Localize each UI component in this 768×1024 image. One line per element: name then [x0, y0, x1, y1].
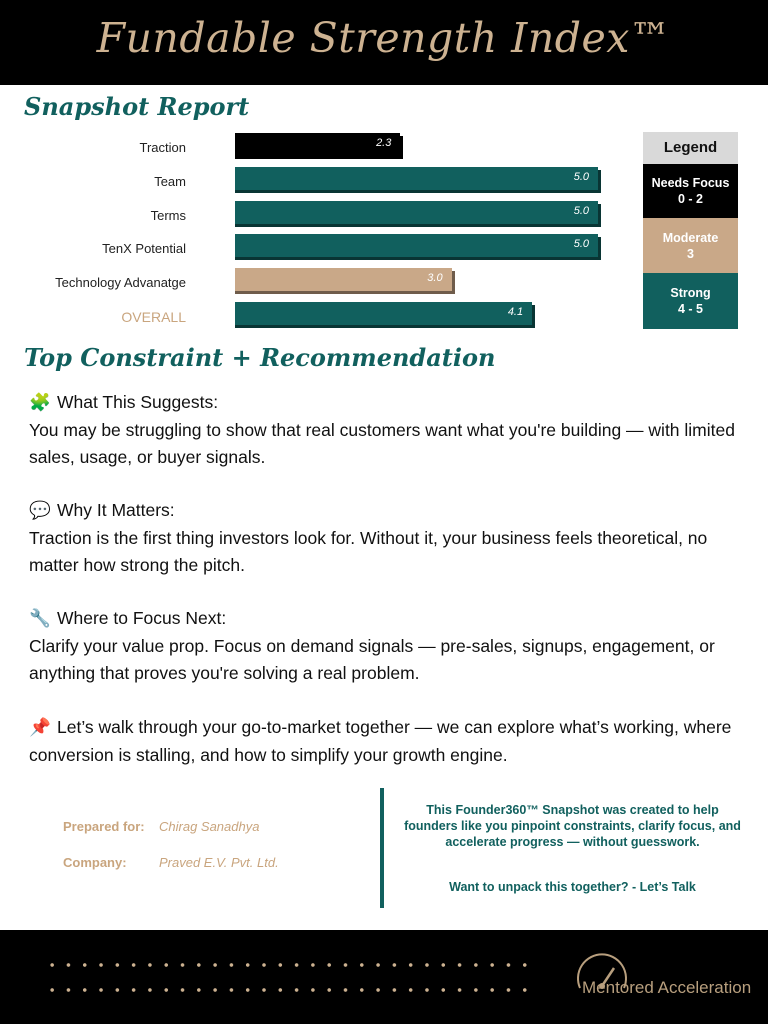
walkthrough-body: Let’s walk through your go-to-market together — we can explore what’s working, where conversion is stalling, and how to simplify your growth engine.: [29, 717, 732, 765]
bar-label: OVERALL: [121, 309, 186, 325]
bar: [235, 268, 455, 294]
legend-strong: [643, 273, 738, 329]
legend-title: Legend: [643, 132, 738, 164]
bar: [235, 133, 403, 159]
company-label: Company:: [63, 855, 127, 870]
brand-name: Mentored Acceleration: [582, 978, 752, 997]
walkthrough-section: [29, 714, 749, 769]
bar-label: Traction: [139, 140, 186, 155]
bar: [235, 167, 601, 193]
matters-body: Traction is the first thing investors look for. Without it, your business feels theoretical, no matter how strong the pitch.: [29, 528, 708, 575]
legend-strong-label: Strong: [670, 286, 711, 300]
company-value: Praved E.V. Pvt. Ltd.: [159, 855, 279, 870]
suggests-title: What This Suggests:: [57, 392, 219, 412]
bar-label: Technology Advanatge: [55, 275, 186, 291]
snapshot-heading: Snapshot Report: [24, 92, 250, 121]
legend-moderate-label: Moderate: [662, 230, 719, 245]
bar-label: Team: [154, 173, 186, 189]
puzzle-icon: 🧩: [29, 393, 51, 413]
suggests-section: [29, 389, 749, 471]
brand-logo: [572, 948, 762, 1008]
vertical-divider: [380, 788, 384, 908]
constraint-heading: Top Constraint + Recommendation: [24, 343, 496, 372]
legend-moderate-range: 3: [687, 246, 694, 261]
prepared-for-label: Prepared for:: [63, 819, 145, 834]
focus-body: Clarify your value prop. Focus on demand signals — pre-sales, signups, engagement, or anything that proves you're solving a real problem.: [29, 636, 715, 683]
suggests-body: You may be struggling to show that real customers want what you're building — with limited sales, usage, or buyer signals.: [29, 420, 735, 467]
lets-talk-link[interactable]: Want to unpack this together? - Let’s Talk: [449, 880, 696, 894]
footer: [0, 930, 768, 1024]
matters-section: [29, 497, 749, 579]
focus-section: [29, 605, 749, 687]
legend-needs-focus: [643, 164, 738, 218]
wrench-icon: 🔧: [29, 609, 51, 629]
bar: [235, 201, 601, 227]
focus-title: Where to Focus Next:: [57, 608, 227, 628]
bar-label: TenX Potential: [102, 241, 186, 257]
snapshot-bar-chart: [0, 128, 630, 333]
bar-value-label: 4.1: [507, 306, 524, 318]
cta-description: This Founder360™ Snapshot was created to help founders like you pinpoint constraints, clarify focus, and accelerate progress — without guesswork.: [404, 803, 741, 849]
decorative-dots-top: [44, 963, 534, 967]
bar-value-label: 3.0: [427, 272, 443, 285]
legend-needs-focus-range: 0 - 2: [677, 192, 703, 206]
pushpin-icon: 📌: [29, 718, 51, 738]
speech-bubble-icon: 💬: [29, 501, 51, 521]
matters-title: Why It Matters:: [57, 500, 175, 520]
decorative-dots-bottom: [44, 988, 534, 992]
legend: [643, 132, 738, 329]
bar-value-label: 5.0: [573, 238, 589, 251]
legend-strong-range: 4 - 5: [677, 302, 703, 316]
bar-value-label: 5.0: [573, 204, 589, 217]
bar: [235, 302, 535, 328]
legend-moderate: [643, 218, 738, 273]
bar: [235, 234, 601, 260]
prepared-for-value: Chirag Sanadhya: [159, 819, 260, 834]
bar-value-label: 5.0: [573, 170, 589, 183]
bar-label: Terms: [150, 207, 186, 223]
bar-value-label: 2.3: [376, 137, 392, 149]
header-banner: [0, 0, 768, 85]
page-title: Fundable Strength Index™: [96, 14, 672, 62]
legend-needs-focus-label: Needs Focus: [651, 176, 730, 190]
